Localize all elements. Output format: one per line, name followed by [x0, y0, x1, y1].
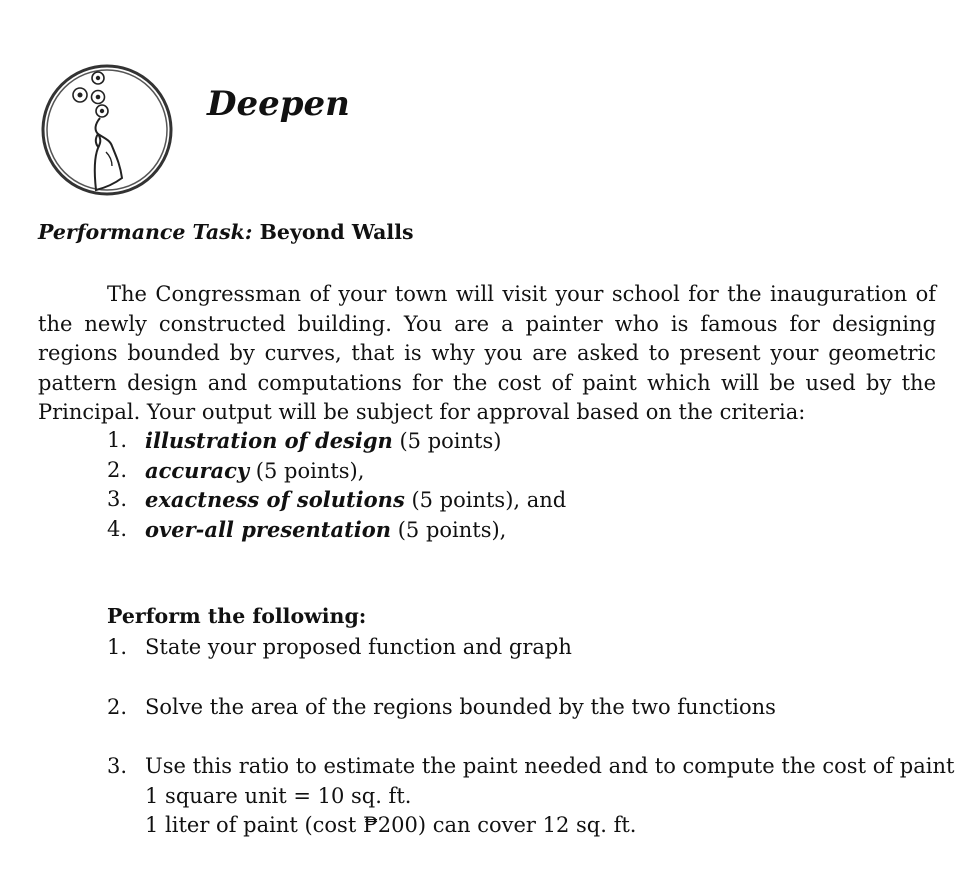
criteria-name: over-all presentation: [145, 516, 392, 542]
criteria-points: (5 points),: [249, 458, 365, 483]
step-text: Use this ratio to estimate the paint needed and to compute the cost of paint: [145, 754, 955, 778]
step-number: 2.: [107, 694, 128, 719]
step-item: [107, 633, 947, 693]
criteria-name: illustration of design: [145, 428, 393, 453]
step-number: 3.: [107, 754, 128, 778]
performance-task-title: Beyond Walls: [259, 220, 414, 244]
criteria-name: exactness of solutions: [145, 487, 405, 512]
step-text: State your proposed function and graph: [145, 635, 572, 659]
criteria-number: 4.: [107, 516, 128, 541]
cost-line: 1 liter of paint (cost ₱200) can cover 12 sq. ft.: [145, 813, 637, 837]
performance-task-heading: [38, 220, 414, 244]
steps-list: [107, 633, 955, 841]
step-item: [107, 693, 947, 753]
performance-task-label: Performance Task:: [38, 220, 253, 244]
criteria-number: 1.: [107, 428, 128, 452]
step-number: 1.: [107, 635, 128, 659]
criteria-points: (5 points): [392, 429, 502, 453]
intro-paragraph: The Congressman of your town will visit your school for the inauguration of the newly constructed building. You are a painter who is famous for designing regions bounded by curves, that is why you are asked to present your geometric pattern design and computations for the cost of paint which will be used by the Principal. Your output will be subject for approval based on the criteria:: [38, 282, 936, 424]
criteria-points: (5 points),: [391, 517, 507, 542]
step-text: Solve the area of the regions bounded by the two functions: [145, 694, 776, 719]
criteria-number: 3.: [107, 487, 128, 511]
ratio-line: 1 square unit = 10 sq. ft.: [145, 783, 412, 808]
criteria-name: accuracy: [145, 457, 250, 483]
flower-hand-icon: [40, 60, 178, 200]
criteria-points: (5 points), and: [404, 488, 567, 512]
step-item: [107, 752, 955, 841]
section-title: Deepen: [207, 84, 350, 124]
criteria-number: 2.: [107, 457, 128, 482]
perform-heading: Perform the following:: [107, 604, 367, 628]
